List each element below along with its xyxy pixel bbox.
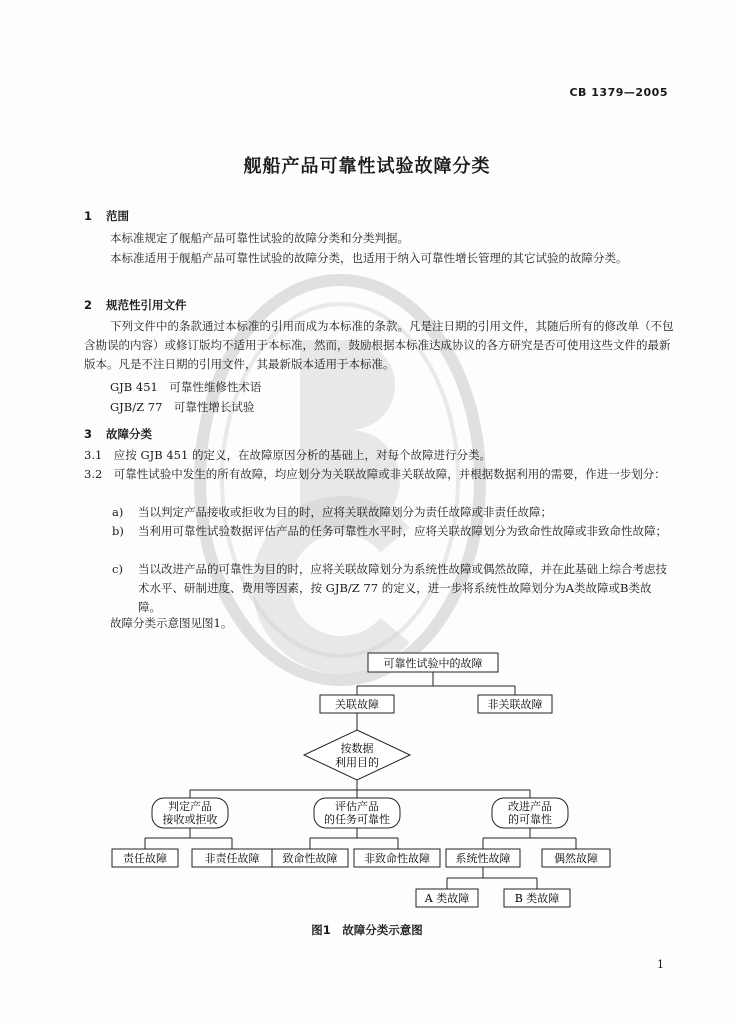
node-label-line-1: 评估产品 (335, 800, 379, 813)
node-label-line-1: 按数据 (340, 742, 374, 755)
section-number: 1 (84, 209, 93, 223)
node-label-line-2: 的可靠性 (508, 813, 552, 826)
list-text: 当以判定产品接收或拒收为目的时，应将关联故障划分为责任故障或非责任故障； (138, 505, 552, 519)
figure-caption: 图1 故障分类示意图 (311, 923, 423, 937)
section-3-heading (84, 426, 152, 442)
node-label-line-2: 利用目的 (335, 756, 379, 769)
node-related (320, 695, 394, 713)
list-item-a (112, 503, 672, 522)
clause-number: 3.2 (84, 467, 103, 481)
page-number: 1 (657, 958, 664, 971)
node-class-a (416, 889, 478, 907)
section-title: 规范性引用文件 (106, 298, 187, 312)
list-label: c) (112, 562, 123, 576)
node-responsible (112, 849, 178, 867)
list-label: b) (112, 524, 124, 538)
section-1-heading (84, 208, 129, 224)
section-title: 故障分类 (106, 427, 152, 441)
node-label: 关联故障 (335, 698, 379, 711)
node-label-line-1: 改进产品 (508, 800, 552, 813)
list-text: 当以改进产品的可靠性为目的时，应将关联故障划分为系统性故障或偶然故障，并在此基础上综合考虑技术水平、研制进度、费用等因素，按 GJB/Z 77 的定义，进一步将系统性故障划分为A类故障或B类故障。 (138, 562, 667, 614)
node-label: 偶然故障 (554, 852, 598, 865)
reference-gjb451: GJB 451 可靠性维修性术语 (110, 380, 262, 394)
node-label-line-2: 接收或拒收 (162, 813, 218, 826)
node-purpose-improve (492, 798, 568, 828)
node-unrelated (478, 695, 552, 713)
node-label: 责任故障 (123, 852, 167, 865)
section-2-heading (84, 297, 187, 313)
node-label: 系统性故障 (455, 852, 511, 865)
section-number: 2 (84, 298, 93, 312)
node-label: 可靠性试验中的故障 (383, 657, 483, 670)
section-title: 范围 (106, 209, 129, 223)
node-systematic (446, 849, 520, 867)
node-label: A 类故障 (424, 892, 470, 905)
node-purpose-evaluate (314, 798, 400, 828)
node-label-line-1: 判定产品 (168, 800, 212, 813)
node-decision (304, 730, 410, 780)
node-label: 非致命性故障 (364, 852, 430, 865)
clause-text: 可靠性试验中发生的所有故障，均应划分为关联故障或非关联故障，并根据数据利用的需要，作进一步划分： (113, 467, 666, 481)
figure-reference: 故障分类示意图见图1。 (110, 616, 233, 630)
node-fatal (272, 849, 348, 867)
section-2-paragraph: 下列文件中的条款通过本标准的引用而成为本标准的条款。凡是注日期的引用文件，其随后所有的修改单（不包含勘误的内容）或修订版均不适用于本标准，然而，鼓励根据本标准达成协议的各方研究是否可使用这些文件的最新版本。凡是不注日期的引用文件，其最新版本适用于本标准。 (84, 319, 674, 371)
node-class-b (504, 889, 570, 907)
section-1-paragraph-1: 本标准规定了舰船产品可靠性试验的故障分类和分类判据。 (110, 231, 409, 245)
standard-number: CB 1379—2005 (569, 86, 668, 99)
reference-gjbz77: GJB/Z 77 可靠性增长试验 (110, 400, 255, 414)
section-number: 3 (84, 427, 93, 441)
list-text: 当利用可靠性试验数据评估产品的任务可靠性水平时，应将关联故障划分为致命性故障或非致命性故障； (138, 524, 667, 538)
node-label: 非关联故障 (487, 698, 543, 711)
node-accidental (542, 849, 610, 867)
node-label-line-2: 的任务可靠性 (324, 813, 390, 826)
list-item-b (112, 522, 672, 560)
clause-3-1 (84, 446, 674, 465)
node-label: 非责任故障 (204, 852, 260, 865)
clause-number: 3.1 (84, 448, 103, 462)
node-label: B 类故障 (514, 892, 560, 905)
clause-text: 应按 GJB 451 的定义，在故障原因分析的基础上，对每个故障进行分类。 (113, 448, 491, 462)
document-title: 舰船产品可靠性试验故障分类 (243, 156, 491, 177)
section-1-paragraph-2: 本标准适用于舰船产品可靠性试验的故障分类，也适用于纳入可靠性增长管理的其它试验的故障分类。 (110, 251, 628, 265)
node-nonfatal (354, 849, 440, 867)
clause-3-2 (84, 465, 674, 484)
node-label: 致命性故障 (282, 852, 338, 865)
node-root (368, 653, 498, 672)
fault-classification-diagram (0, 640, 734, 915)
list-item-c (112, 560, 672, 617)
node-nonresponsible (192, 849, 272, 867)
list-label: a) (112, 505, 124, 519)
node-purpose-accept (152, 798, 228, 828)
